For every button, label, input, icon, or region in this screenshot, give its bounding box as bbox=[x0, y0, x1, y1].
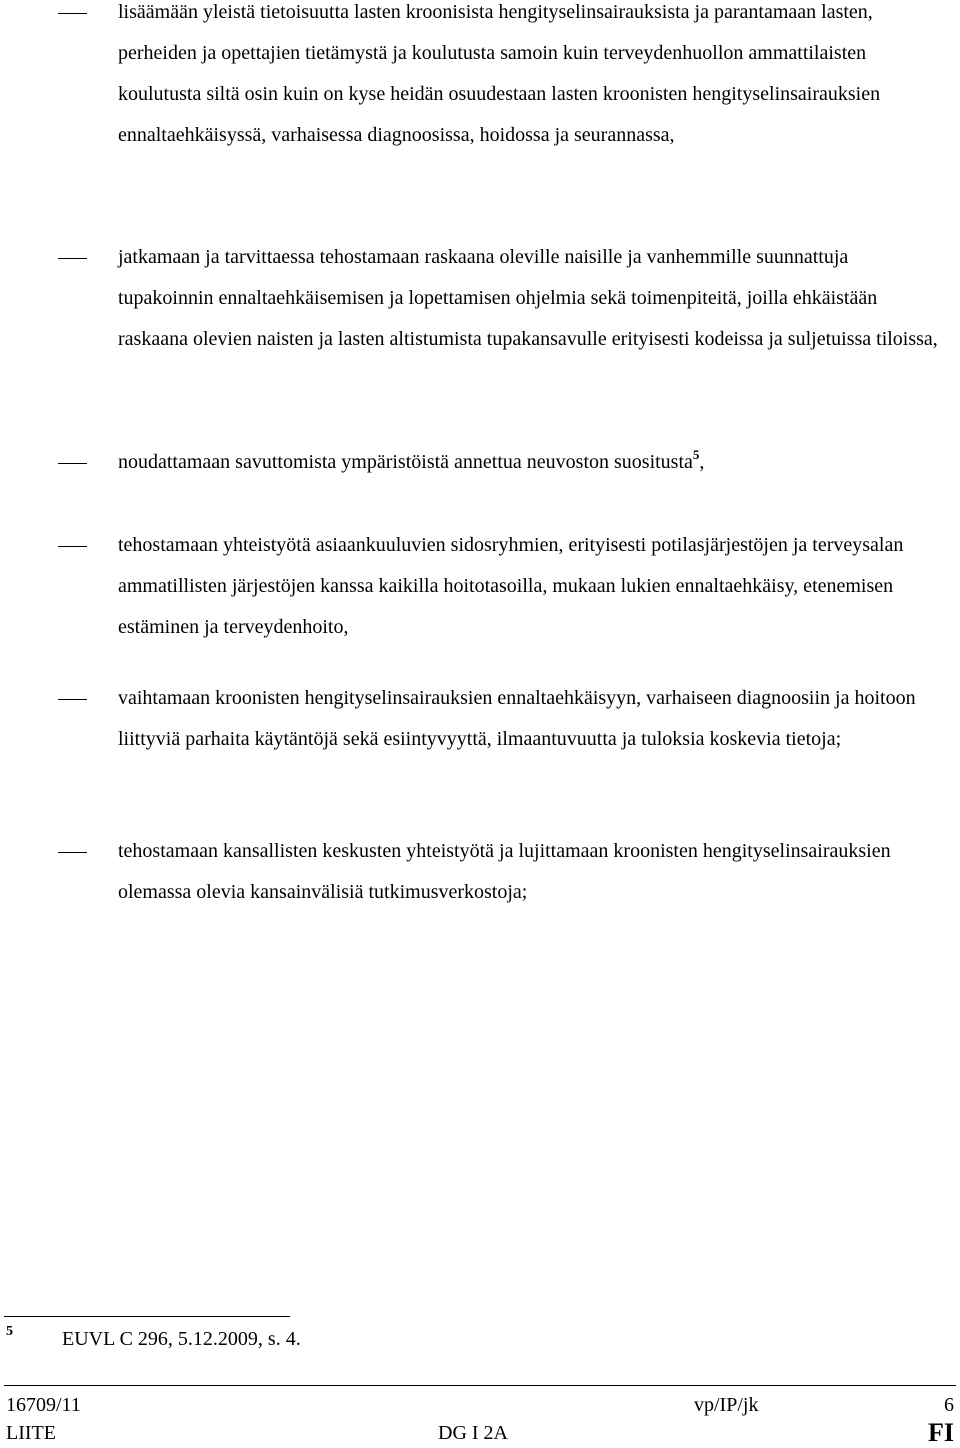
footnote-reference[interactable]: 5 bbox=[692, 447, 700, 462]
dash-bullet bbox=[58, 699, 87, 700]
footnote-text: EUVL C 296, 5.12.2009, s. 4. bbox=[62, 1328, 301, 1350]
dash-bullet bbox=[58, 13, 87, 14]
list-item-text: tehostamaan kansallisten keskusten yhteistyötä ja lujittamaan kroonisten hengityselinsairauksien olemassa olevia kansainvälisiä tutkimusverkostoja; bbox=[118, 840, 891, 903]
list-item-text: vaihtamaan kroonisten hengityselinsairauksien ennaltaehkäisyyn, varhaiseen diagnoosiin ja hoitoon liittyviä parhaita käytäntöjä sekä esiintyvyyttä, ilmaantuvuutta ja tuloksia koskevia tietoja; bbox=[118, 687, 916, 750]
dash-bullet bbox=[58, 546, 87, 547]
footer-separator bbox=[4, 1385, 956, 1386]
list-item-text-main: noudattamaan savuttomista ympäristöistä annettua neuvoston suositusta bbox=[118, 451, 693, 473]
footnote-number: 5 bbox=[6, 1324, 13, 1339]
footer-page-number: 6 bbox=[944, 1394, 954, 1416]
list-item-text: lisäämään yleistä tietoisuutta lasten kroonisista hengityselinsairauksista ja parantamaan lasten, perheiden ja opettajien tietämystä ja koulutusta samoin kuin terveydenhuollon ammattilaisten koulutusta siltä osin kuin on kyse heidän osuudestaan lasten kroonisten hengityselinsairauksien ennaltaehkäisyssä, varhaisessa diagnoosissa, hoidossa ja seurannassa, bbox=[118, 1, 881, 146]
dash-bullet bbox=[58, 852, 87, 853]
list-item-text: jatkamaan ja tarvittaessa tehostamaan raskaana oleville naisille ja vanhemmille suunnattuja tupakoinnin ennaltaehkäisemisen ja lopettamisen ohjelmia sekä toimenpiteitä, joilla ehkäistään raskaana olevien naisten ja lasten altistumista tupakansavulle erityisesti kodeissa ja suljetuissa tiloissa, bbox=[118, 246, 938, 350]
footer-language-code: FI bbox=[928, 1418, 954, 1447]
dash-bullet bbox=[58, 463, 87, 464]
footer-dg: DG I 2A bbox=[438, 1422, 508, 1444]
footer-annex-label: LIITE bbox=[6, 1422, 56, 1444]
list-item-text bbox=[118, 442, 948, 483]
footnote-separator bbox=[4, 1316, 290, 1317]
footer-doc-number: 16709/11 bbox=[6, 1394, 81, 1416]
footer-initials: vp/IP/jk bbox=[694, 1394, 759, 1416]
dash-bullet bbox=[58, 258, 87, 259]
list-item-text: tehostamaan yhteistyötä asiaankuuluvien sidosryhmien, erityisesti potilasjärjestöjen ja terveysalan ammatillisten järjestöjen kanssa kaikilla hoitotasoilla, mukaan lukien ennaltaehkäisy, etenemisen estäminen ja terveydenhoito, bbox=[118, 534, 904, 638]
list-item-text-end: , bbox=[699, 451, 705, 473]
